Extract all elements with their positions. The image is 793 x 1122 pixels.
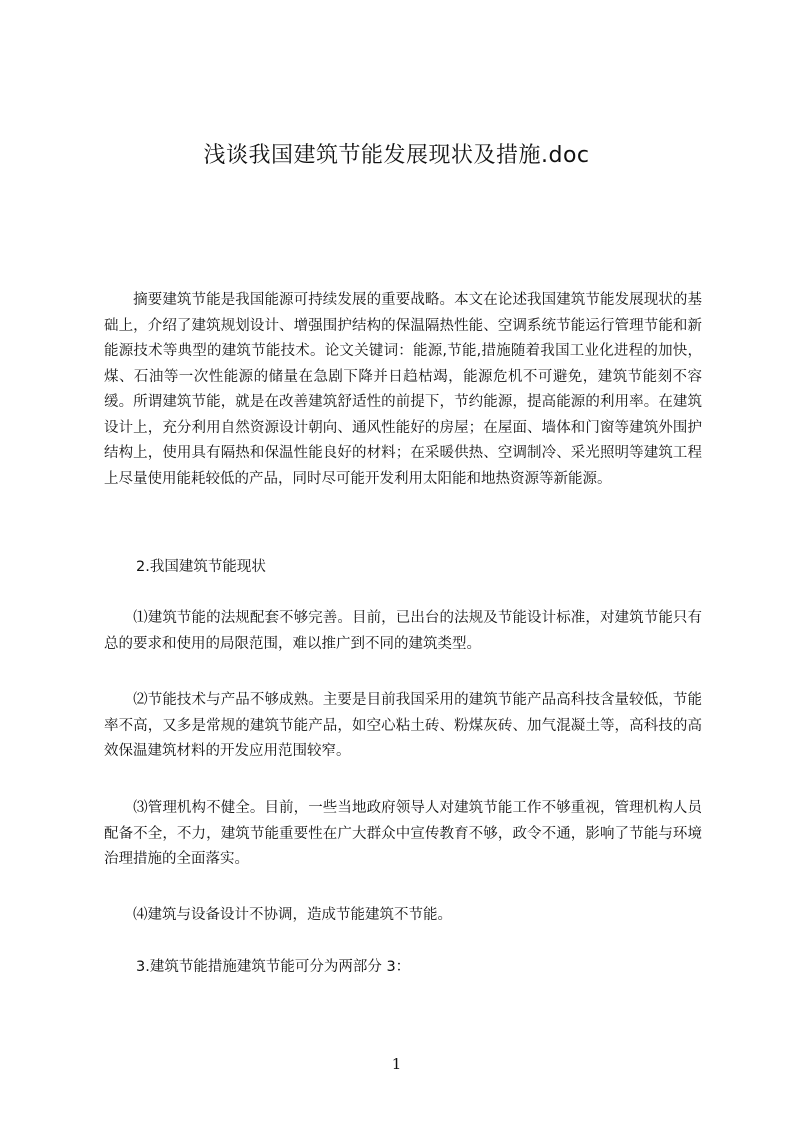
status-item-1: ⑴建筑节能的法规配套不够完善。目前，已出台的法规及节能设计标准，对建筑节能只有总的要求和使用的局限范围，难以推广到不同的建筑类型。 — [104, 610, 702, 652]
page-number: 1 — [391, 1055, 402, 1073]
section-2-heading: 2.我国建筑节能现状 — [136, 559, 266, 575]
status-item-2: ⑵节能技术与产品不够成熟。主要是目前我国采用的建筑节能产品高科技含量较低，节能率不高，又多是常规的建筑节能产品，如空心粘土砖、粉煤灰砖、加气混凝土等，高科技的高效保温建筑材料的开发应用范围较窄。 — [104, 692, 702, 759]
status-item-4: ⑷建筑与设备设计不协调，造成节能建筑不节能。 — [104, 907, 452, 923]
status-item-3: ⑶管理机构不健全。目前，一些当地政府领导人对建筑节能工作不够重视，管理机构人员配备不全，不力，建筑节能重要性在广大群众中宣传教育不够，政令不通，影响了节能与环境治理措施的全面落实。 — [104, 800, 702, 867]
document-title: 浅谈我国建筑节能发展现状及措施.doc — [203, 143, 590, 168]
section-3-heading: 3.建筑节能措施建筑节能可分为两部分 3： — [136, 959, 411, 975]
abstract-paragraph: 摘要建筑节能是我国能源可持续发展的重要战略。本文在论述我国建筑节能发展现状的基础上，介绍了建筑规划设计、增强围护结构的保温隔热性能、空调系统节能运行管理节能和新能源技术等典型的建筑节能技术。论文关键词：能源,节能,措施随着我国工业化进程的加快，煤、石油等一次性能源的储量在急剧下降并日趋枯竭，能源危机不可避免，建筑节能刻不容缓。所谓建筑节能，就是在改善建筑舒适性的前提下，节约能源，提高能源的利用率。在建筑设计上，充分利用自然资源设计朝向、通风性能好的房屋；在屋面、墙体和门窗等建筑外围护结构上，使用具有隔热和保温性能良好的材料；在采暖供热、空调制冷、采光照明等建筑工程上尽量使用能耗较低的产品，同时尽可能开发利用太阳能和地热资源等新能源。 — [104, 292, 702, 487]
